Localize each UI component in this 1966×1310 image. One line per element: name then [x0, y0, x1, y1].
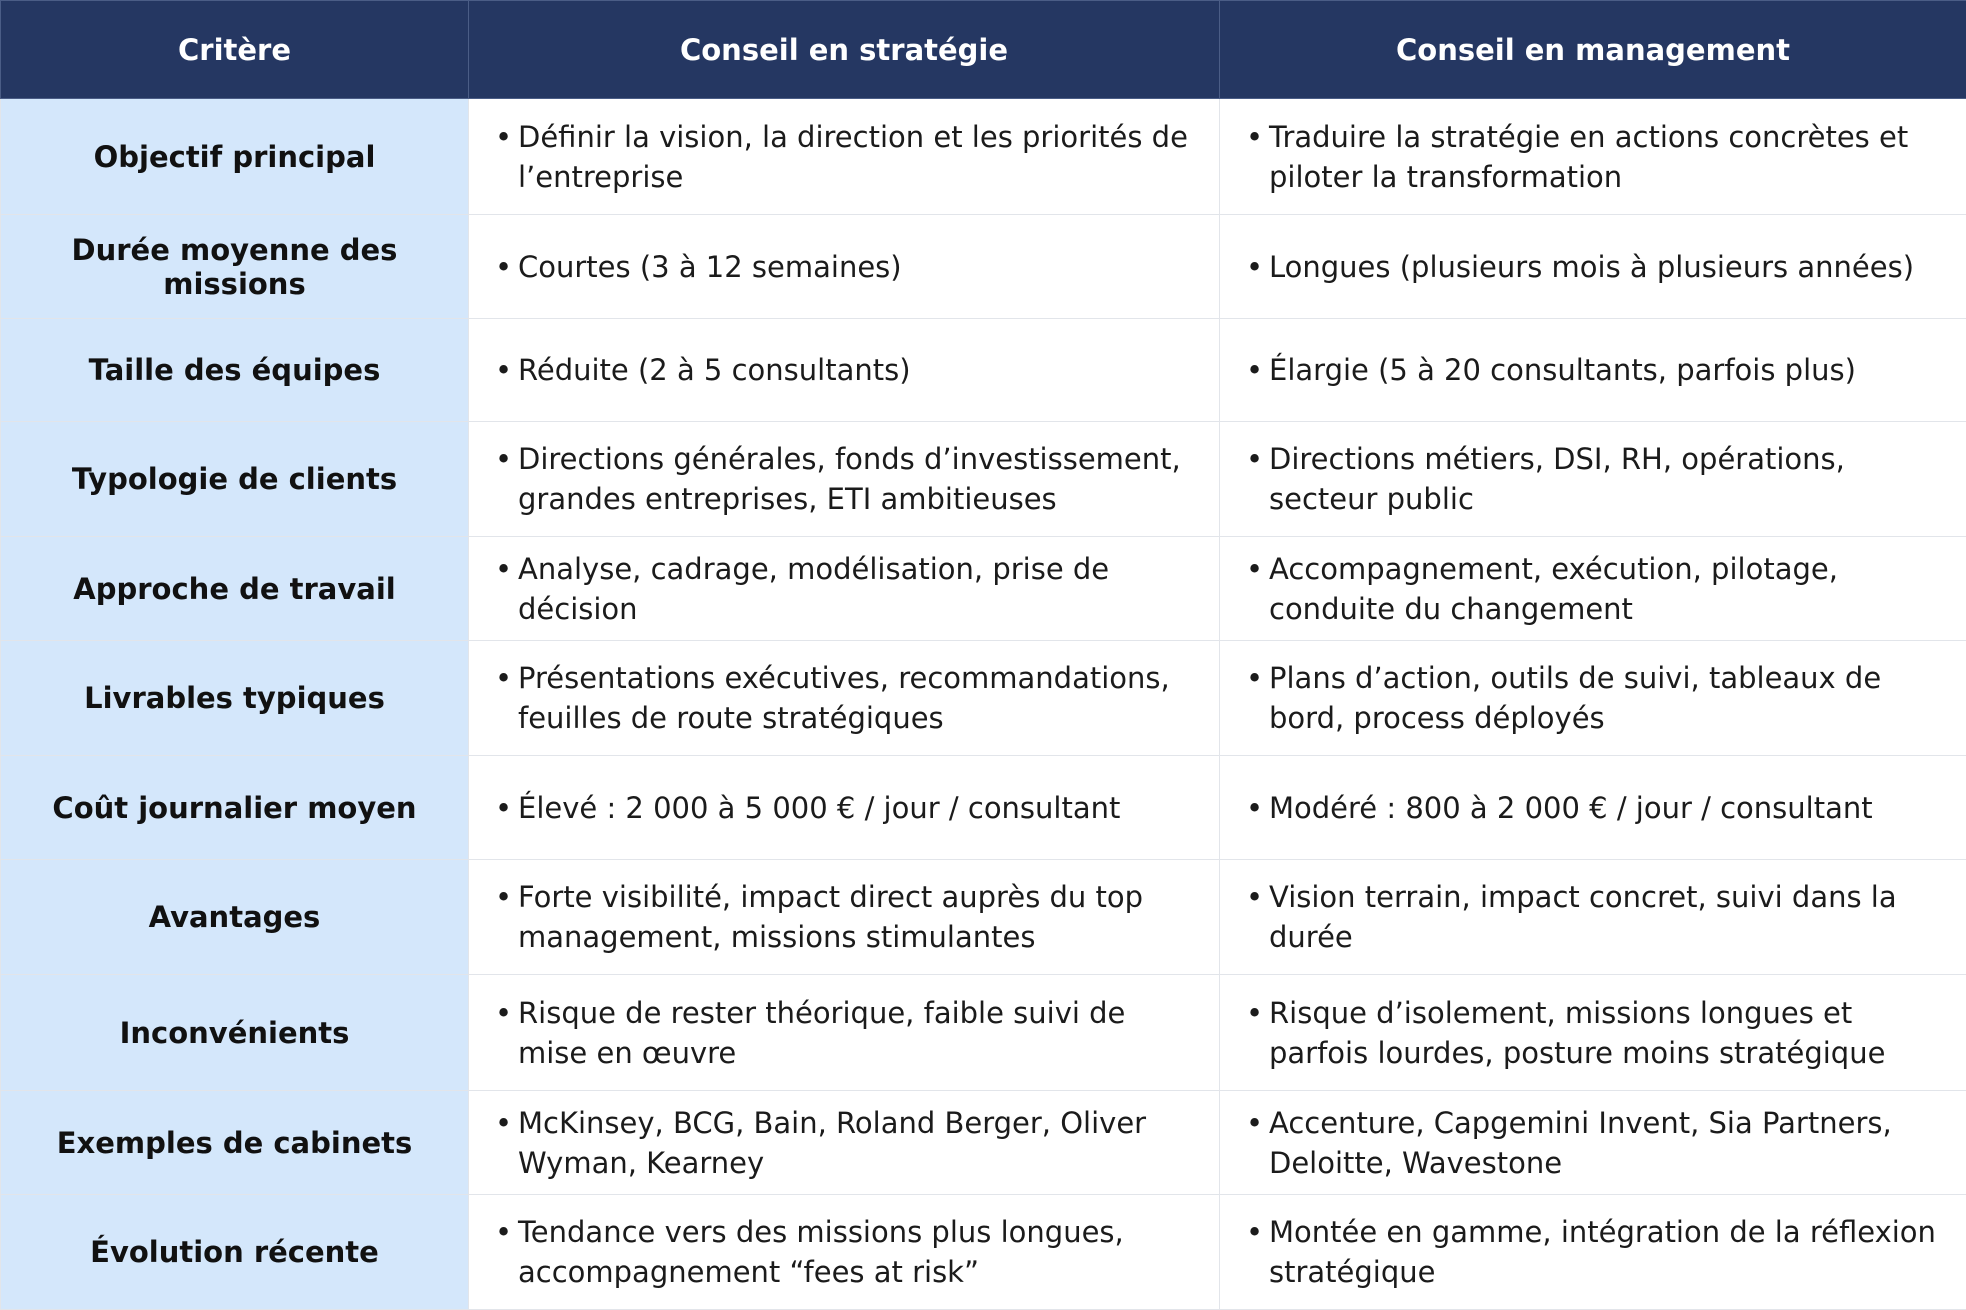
bullet-icon: • — [1246, 790, 1264, 825]
bullet-icon: • — [495, 551, 513, 586]
bullet-item — [495, 549, 1201, 629]
bullet-item — [1246, 788, 1948, 828]
strategy-cell — [469, 1195, 1220, 1310]
bullet-icon: • — [495, 119, 513, 154]
management-cell — [1220, 975, 1966, 1091]
strategy-cell — [469, 99, 1220, 215]
bullet-text: Accompagnement, exécution, pilotage, conduite du changement — [1269, 551, 1838, 626]
table-row — [1, 975, 1966, 1091]
management-cell — [1220, 319, 1966, 422]
bullet-item — [1246, 117, 1948, 197]
table-row — [1, 641, 1966, 756]
bullet-item — [495, 993, 1201, 1073]
criterion-cell: Durée moyenne des missions — [1, 215, 469, 319]
bullet-item — [1246, 993, 1948, 1073]
bullet-item — [495, 350, 1201, 390]
bullet-item — [495, 1212, 1201, 1292]
bullet-icon: • — [1246, 551, 1264, 586]
criterion-cell: Objectif principal — [1, 99, 469, 215]
bullet-icon: • — [495, 442, 513, 476]
management-cell — [1220, 99, 1966, 215]
bullet-item — [1246, 1212, 1948, 1292]
table-row — [1, 756, 1966, 860]
table-row — [1, 99, 1966, 215]
bullet-item — [495, 1103, 1201, 1183]
table-row — [1, 1195, 1966, 1310]
bullet-text: Réduite (2 à 5 consultants) — [518, 353, 911, 387]
management-cell — [1220, 641, 1966, 756]
bullet-item — [495, 658, 1201, 738]
table-body — [1, 99, 1966, 1310]
strategy-cell — [469, 975, 1220, 1091]
bullet-text: Risque de rester théorique, faible suivi de mise en œuvre — [518, 995, 1126, 1070]
strategy-cell — [469, 215, 1220, 319]
strategy-cell — [469, 860, 1220, 975]
bullet-text: Plans d’action, outils de suivi, tableaux de bord, process déployés — [1269, 661, 1882, 735]
table-row — [1, 215, 1966, 319]
bullet-icon: • — [1246, 661, 1264, 695]
strategy-cell — [469, 537, 1220, 641]
bullet-text: McKinsey, BCG, Bain, Roland Berger, Oliver Wyman, Kearney — [518, 1105, 1147, 1180]
bullet-text: Définir la vision, la direction et les priorités de l’entreprise — [518, 119, 1188, 194]
bullet-text: Présentations exécutives, recommandations, feuilles de route stratégiques — [518, 661, 1170, 735]
strategy-cell — [469, 756, 1220, 860]
criterion-cell: Coût journalier moyen — [1, 756, 469, 860]
bullet-text: Élevé : 2 000 à 5 000 € / jour / consultant — [518, 790, 1121, 825]
management-cell — [1220, 1091, 1966, 1195]
management-cell — [1220, 860, 1966, 975]
strategy-cell — [469, 1091, 1220, 1195]
bullet-icon: • — [1246, 353, 1264, 387]
criterion-cell: Évolution récente — [1, 1195, 469, 1310]
bullet-text: Forte visibilité, impact direct auprès du top management, missions stimulantes — [518, 880, 1144, 954]
table-row — [1, 1091, 1966, 1195]
table-row — [1, 860, 1966, 975]
bullet-text: Traduire la stratégie en actions concrètes et piloter la transformation — [1269, 119, 1909, 194]
management-cell — [1220, 422, 1966, 537]
bullet-item — [1246, 1103, 1948, 1183]
bullet-text: Accenture, Capgemini Invent, Sia Partners, Deloitte, Wavestone — [1269, 1105, 1892, 1180]
bullet-text: Courtes (3 à 12 semaines) — [518, 249, 902, 284]
criterion-cell: Inconvénients — [1, 975, 469, 1091]
criterion-cell: Typologie de clients — [1, 422, 469, 537]
bullet-icon: • — [495, 995, 513, 1030]
bullet-icon: • — [495, 790, 513, 825]
bullet-icon: • — [1246, 442, 1264, 476]
criterion-cell: Exemples de cabinets — [1, 1091, 469, 1195]
table-row — [1, 537, 1966, 641]
header-row — [1, 1, 1966, 99]
table-row — [1, 319, 1966, 422]
header-criterion: Critère — [1, 1, 469, 99]
management-cell — [1220, 537, 1966, 641]
bullet-item — [1246, 439, 1948, 519]
header-management-consulting: Conseil en management — [1220, 1, 1966, 99]
bullet-icon: • — [495, 880, 513, 914]
bullet-icon: • — [495, 1105, 513, 1140]
bullet-item — [1246, 877, 1948, 957]
strategy-cell — [469, 422, 1220, 537]
bullet-item — [495, 117, 1201, 197]
bullet-icon: • — [495, 353, 513, 387]
bullet-item — [1246, 350, 1948, 390]
bullet-icon: • — [1246, 880, 1264, 914]
bullet-item — [495, 247, 1201, 287]
bullet-item — [495, 439, 1201, 519]
bullet-text: Directions métiers, DSI, RH, opérations, secteur public — [1269, 442, 1845, 516]
bullet-icon: • — [1246, 1215, 1264, 1249]
strategy-cell — [469, 641, 1220, 756]
bullet-icon: • — [495, 661, 513, 695]
bullet-text: Tendance vers des missions plus longues, accompagnement “fees at risk” — [518, 1215, 1124, 1289]
bullet-icon: • — [495, 249, 513, 284]
bullet-icon: • — [1246, 1105, 1264, 1140]
bullet-text: Montée en gamme, intégration de la réflexion stratégique — [1269, 1215, 1936, 1289]
table-header — [1, 1, 1966, 99]
criterion-cell: Taille des équipes — [1, 319, 469, 422]
bullet-text: Longues (plusieurs mois à plusieurs années) — [1269, 249, 1915, 284]
bullet-text: Risque d’isolement, missions longues et parfois lourdes, posture moins stratégique — [1269, 995, 1886, 1070]
bullet-icon: • — [1246, 995, 1264, 1030]
bullet-item — [495, 877, 1201, 957]
criterion-cell: Approche de travail — [1, 537, 469, 641]
bullet-item — [1246, 549, 1948, 629]
bullet-icon: • — [495, 1215, 513, 1249]
criterion-cell: Avantages — [1, 860, 469, 975]
management-cell — [1220, 756, 1966, 860]
bullet-icon: • — [1246, 249, 1264, 284]
bullet-text: Vision terrain, impact concret, suivi dans la durée — [1269, 880, 1897, 954]
bullet-item — [1246, 247, 1948, 287]
management-cell — [1220, 1195, 1966, 1310]
bullet-text: Élargie (5 à 20 consultants, parfois plus) — [1269, 353, 1856, 387]
management-cell — [1220, 215, 1966, 319]
bullet-icon: • — [1246, 119, 1264, 154]
bullet-text: Directions générales, fonds d’investissement, grandes entreprises, ETI ambitieuses — [518, 442, 1181, 516]
bullet-item — [1246, 658, 1948, 738]
strategy-cell — [469, 319, 1220, 422]
table-row — [1, 422, 1966, 537]
bullet-text: Analyse, cadrage, modélisation, prise de décision — [518, 551, 1110, 626]
bullet-item — [495, 788, 1201, 828]
header-strategy-consulting: Conseil en stratégie — [469, 1, 1220, 99]
bullet-text: Modéré : 800 à 2 000 € / jour / consultant — [1269, 790, 1873, 825]
criterion-cell: Livrables typiques — [1, 641, 469, 756]
